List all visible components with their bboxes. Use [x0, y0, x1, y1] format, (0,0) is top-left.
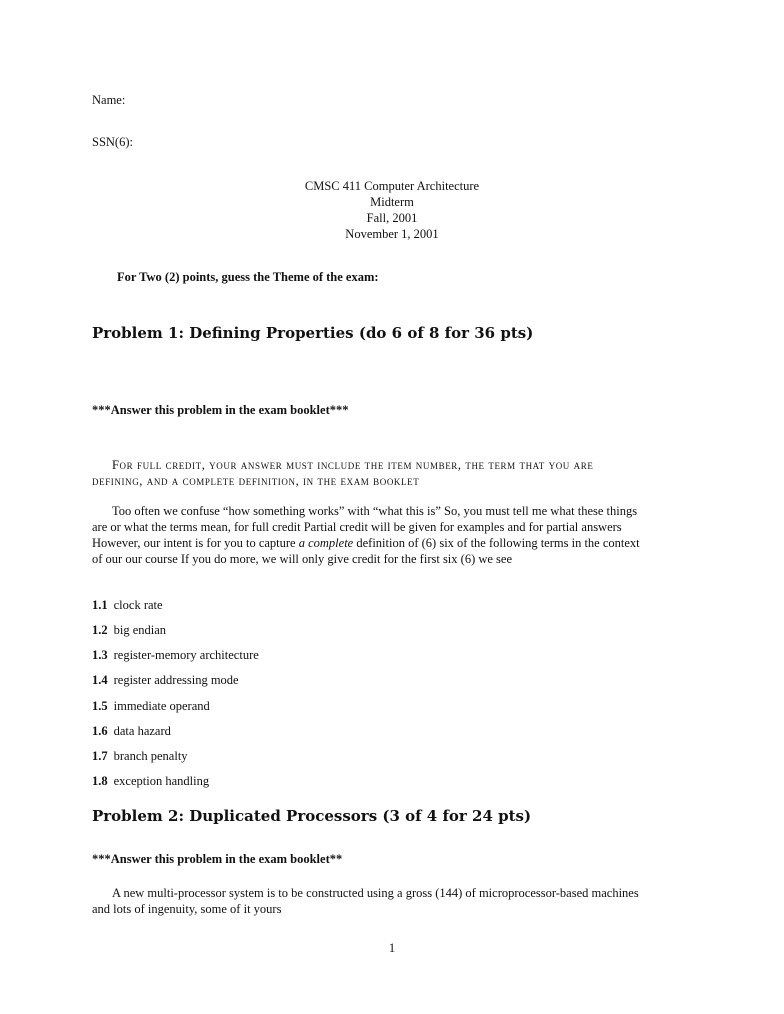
item-number: 1.1: [92, 598, 108, 612]
item-term: branch penalty: [113, 749, 188, 763]
problem1-heading: Problem 1: Defining Properties (do 6 of 8 for 36 pts): [92, 324, 534, 342]
item-number: 1.5: [92, 699, 108, 713]
paragraph-line: A new multi-processor system is to be constructed using a gross (144) of microprocessor-based machines: [112, 886, 639, 900]
problem1-paragraph: [92, 503, 694, 567]
title-block: [0, 178, 784, 242]
item-term: big endian: [113, 623, 167, 637]
paragraph-line: and lots of ingenuity, some of it yours: [92, 902, 282, 916]
problem2-instruction: ***Answer this problem in the exam booklet**: [92, 852, 343, 866]
paragraph-text: However, our intent is for you to capture: [92, 536, 299, 550]
exam-term: Fall, 2001: [366, 211, 418, 225]
problem2-paragraph: [92, 885, 694, 917]
page-number: 1: [388, 941, 396, 955]
problem2-heading: Problem 2: Duplicated Processors (3 of 4 for 24 pts): [92, 807, 532, 825]
full-credit-line: For full credit, your answer must include the item number, the term that you are: [112, 458, 594, 472]
ssn-label: SSN(6):: [92, 135, 133, 149]
item-number: 1.4: [92, 673, 108, 687]
item-term: clock rate: [113, 598, 163, 612]
list-item: [92, 699, 210, 714]
full-credit-notice: [92, 457, 694, 489]
item-term: register-memory architecture: [113, 648, 259, 662]
exam-type: Midterm: [370, 195, 414, 209]
exam-date: November 1, 2001: [345, 227, 439, 241]
list-item: [92, 623, 166, 638]
emphasis-text: a complete: [298, 536, 354, 550]
paragraph-line: [92, 535, 694, 551]
paragraph-line: are or what the terms mean, for full credit Partial credit will be given for examples and for partial answers: [92, 520, 622, 534]
item-number: 1.3: [92, 648, 108, 662]
item-number: 1.7: [92, 749, 108, 763]
list-item: [92, 749, 188, 764]
list-item: [92, 673, 239, 688]
paragraph-text: definition of (6) six of the following terms in the context: [353, 536, 640, 550]
list-item: [92, 648, 259, 663]
item-term: data hazard: [113, 724, 171, 738]
problem1-instruction: ***Answer this problem in the exam booklet***: [92, 403, 349, 417]
paragraph-line: of our our course If you do more, we will only give credit for the first six (6) we see: [92, 552, 513, 566]
theme-prompt: For Two (2) points, guess the Theme of the exam:: [117, 270, 379, 284]
list-item: [92, 724, 171, 739]
item-term: exception handling: [113, 774, 210, 788]
full-credit-line: defining, and a complete definition, in the exam booklet: [92, 474, 420, 488]
list-item: [92, 598, 163, 613]
item-number: 1.2: [92, 623, 108, 637]
paragraph-line: Too often we confuse “how something works” with “what this is” So, you must tell me what these things: [112, 504, 638, 518]
name-label: Name:: [92, 93, 126, 107]
item-number: 1.6: [92, 724, 108, 738]
item-term: register addressing mode: [113, 673, 239, 687]
item-term: immediate operand: [113, 699, 210, 713]
item-number: 1.8: [92, 774, 108, 788]
course-title: CMSC 411 Computer Architecture: [304, 179, 480, 193]
list-item: [92, 774, 209, 789]
